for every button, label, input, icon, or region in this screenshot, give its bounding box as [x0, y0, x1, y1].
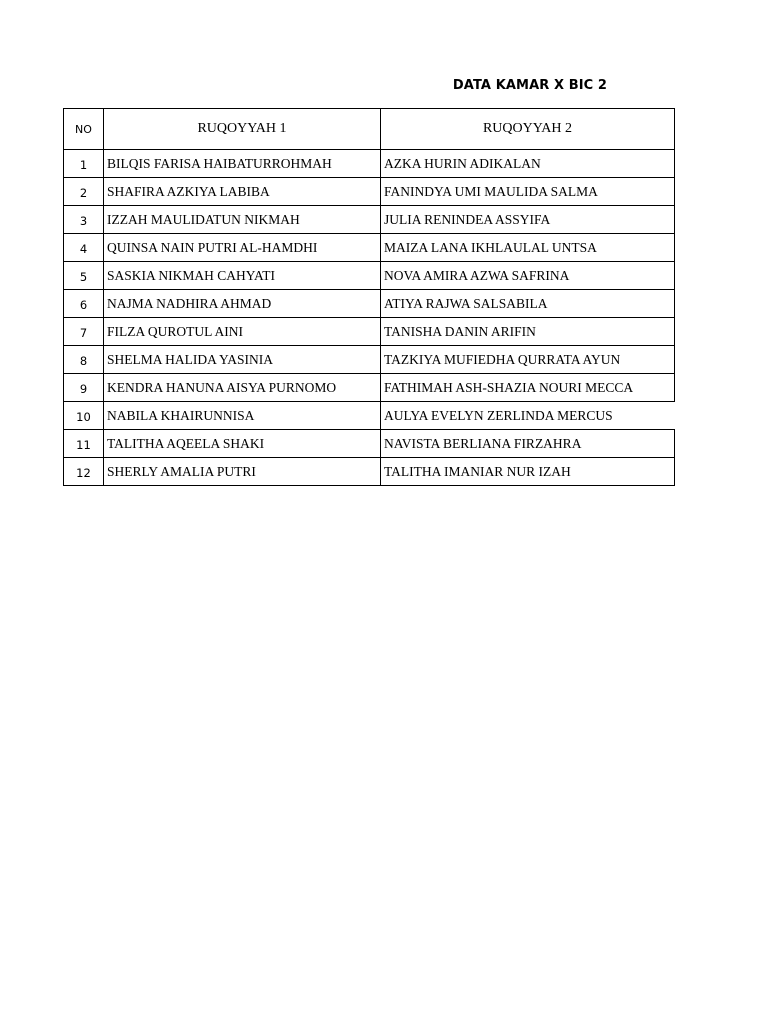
- table-row: [64, 430, 675, 458]
- ruqoyyah-2-name: AULYA EVELYN ZERLINDA MERCUS: [381, 402, 675, 430]
- row-number: 12: [64, 458, 104, 486]
- ruqoyyah-1-name: SHAFIRA AZKIYA LABIBA: [104, 178, 381, 206]
- ruqoyyah-1-name: NABILA KHAIRUNNISA: [104, 402, 381, 430]
- table-row: [64, 234, 675, 262]
- table-row: [64, 346, 675, 374]
- ruqoyyah-2-name: AZKA HURIN ADIKALAN: [381, 150, 675, 178]
- ruqoyyah-2-name: ATIYA RAJWA SALSABILA: [381, 290, 675, 318]
- ruqoyyah-2-name: NOVA AMIRA AZWA SAFRINA: [381, 262, 675, 290]
- ruqoyyah-2-name: TAZKIYA MUFIEDHA QURRATA AYUN: [381, 346, 675, 374]
- ruqoyyah-2-name: TALITHA IMANIAR NUR IZAH: [381, 458, 675, 486]
- ruqoyyah-1-name: NAJMA NADHIRA AHMAD: [104, 290, 381, 318]
- ruqoyyah-1-name: BILQIS FARISA HAIBATURROHMAH: [104, 150, 381, 178]
- table-row: [64, 374, 675, 402]
- ruqoyyah-2-name: TANISHA DANIN ARIFIN: [381, 318, 675, 346]
- table-row: [64, 458, 675, 486]
- row-number: 9: [64, 374, 104, 402]
- ruqoyyah-1-name: SHERLY AMALIA PUTRI: [104, 458, 381, 486]
- header-ruqoyyah-2: RUQOYYAH 2: [381, 109, 675, 150]
- row-number: 11: [64, 430, 104, 458]
- table-row: [64, 318, 675, 346]
- row-number: 3: [64, 206, 104, 234]
- header-ruqoyyah-1: RUQOYYAH 1: [104, 109, 381, 150]
- ruqoyyah-1-name: FILZA QUROTUL AINI: [104, 318, 381, 346]
- table-row: [64, 178, 675, 206]
- page-title: DATA KAMAR X BIC 2: [452, 78, 608, 93]
- ruqoyyah-1-name: IZZAH MAULIDATUN NIKMAH: [104, 206, 381, 234]
- ruqoyyah-2-name: MAIZA LANA IKHLAULAL UNTSA: [381, 234, 675, 262]
- ruqoyyah-2-name: FANINDYA UMI MAULIDA SALMA: [381, 178, 675, 206]
- ruqoyyah-2-name: NAVISTA BERLIANA FIRZAHRA: [381, 430, 675, 458]
- table-row: [64, 150, 675, 178]
- table-row: [64, 206, 675, 234]
- ruqoyyah-2-name: FATHIMAH ASH-SHAZIA NOURI MECCA: [381, 374, 675, 402]
- table-row: [64, 402, 675, 430]
- row-number: 5: [64, 262, 104, 290]
- row-number: 10: [64, 402, 104, 430]
- row-number: 6: [64, 290, 104, 318]
- row-number: 7: [64, 318, 104, 346]
- ruqoyyah-1-name: KENDRA HANUNA AISYA PURNOMO: [104, 374, 381, 402]
- table-header-row: [64, 109, 675, 150]
- table-row: [64, 290, 675, 318]
- row-number: 8: [64, 346, 104, 374]
- ruqoyyah-2-name: JULIA RENINDEA ASSYIFA: [381, 206, 675, 234]
- row-number: 1: [64, 150, 104, 178]
- row-number: 4: [64, 234, 104, 262]
- row-number: 2: [64, 178, 104, 206]
- header-no: NO: [64, 109, 104, 150]
- ruqoyyah-1-name: SHELMA HALIDA YASINIA: [104, 346, 381, 374]
- ruqoyyah-1-name: TALITHA AQEELA SHAKI: [104, 430, 381, 458]
- room-data-table: [63, 108, 675, 486]
- table-row: [64, 262, 675, 290]
- ruqoyyah-1-name: QUINSA NAIN PUTRI AL-HAMDHI: [104, 234, 381, 262]
- ruqoyyah-1-name: SASKIA NIKMAH CAHYATI: [104, 262, 381, 290]
